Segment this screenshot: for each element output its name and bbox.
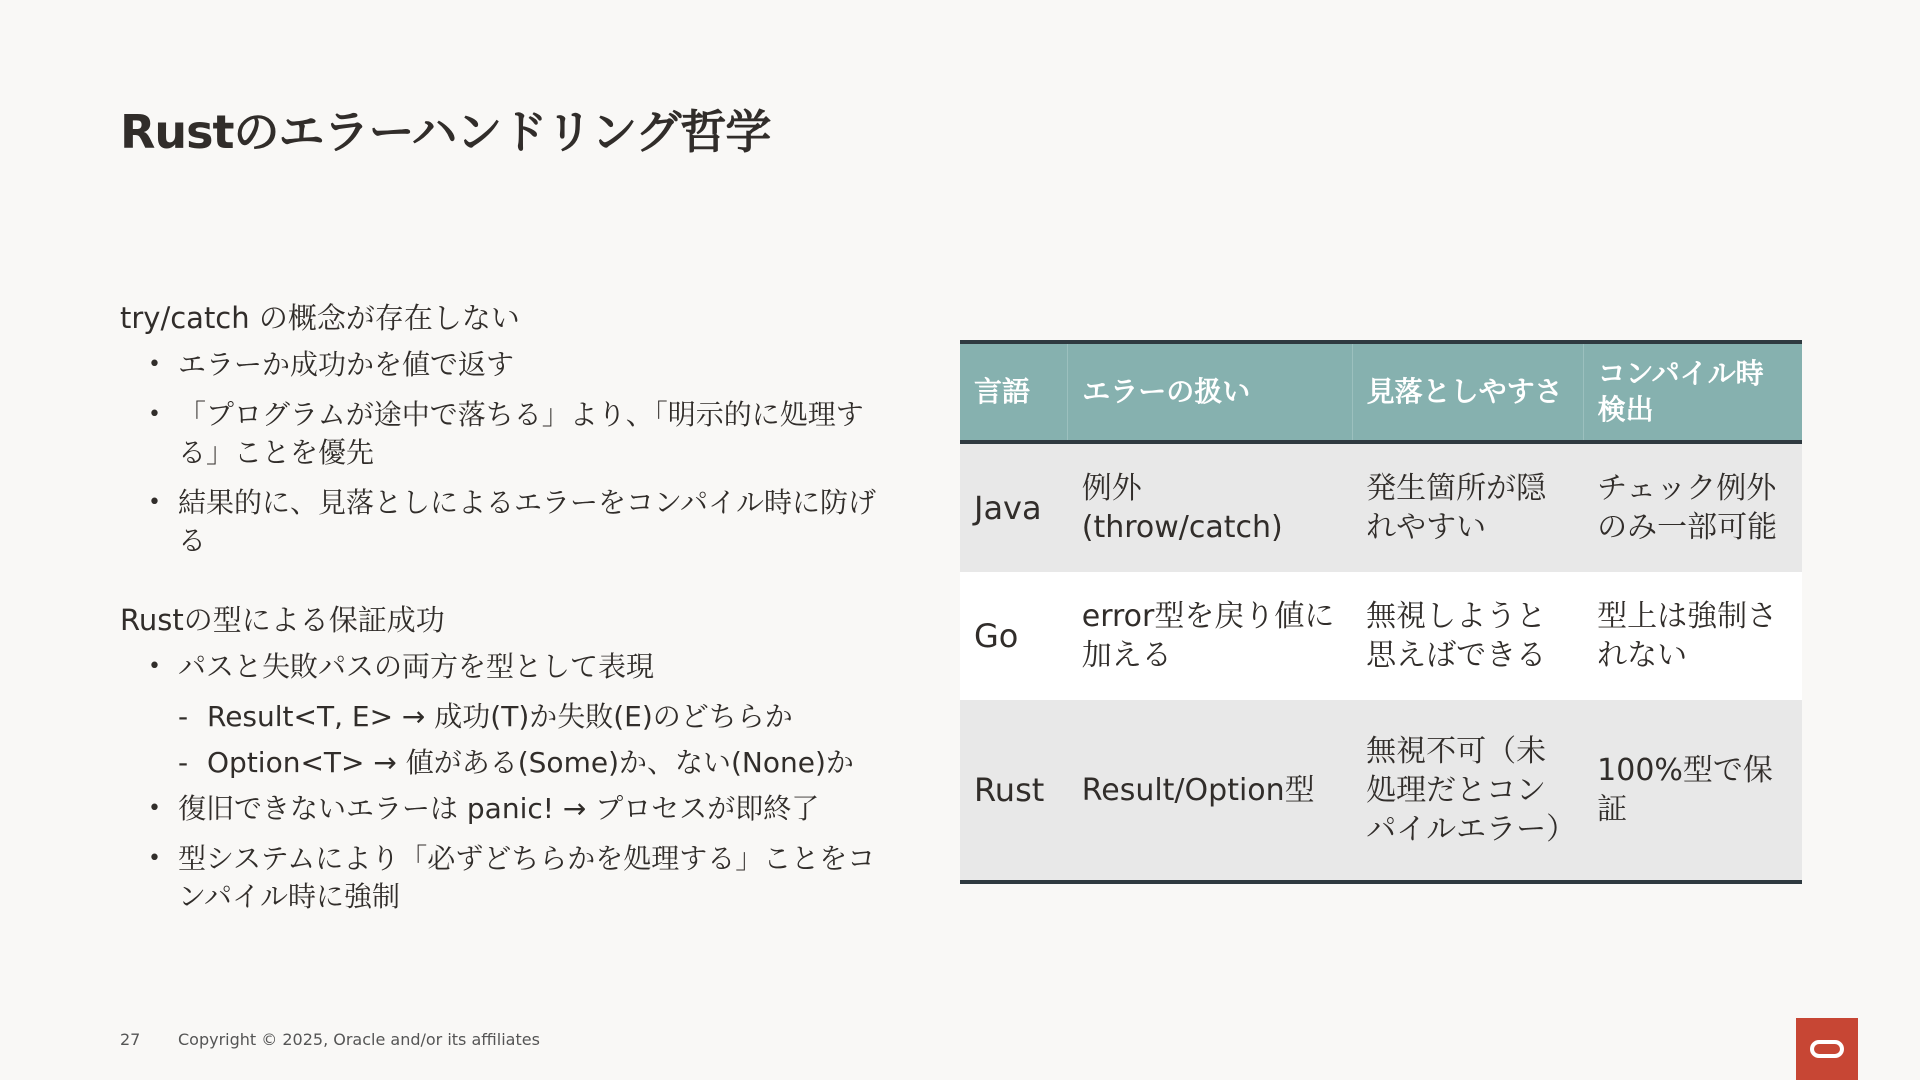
column-header-language: 言語 bbox=[960, 342, 1068, 442]
bullet-text: パスと失敗パスの両方を型として表現 bbox=[178, 650, 655, 683]
table-cell: Result/Option型 bbox=[1068, 700, 1352, 882]
table-cell: チェック例外のみ一部可能 bbox=[1583, 442, 1802, 572]
oracle-logo-icon bbox=[1796, 1018, 1858, 1080]
section-heading: try/catch の概念が存在しない bbox=[120, 301, 520, 335]
column-header-error-handling: エラーの扱い bbox=[1068, 342, 1352, 442]
bullet-text: エラーか成功かを値で返す bbox=[178, 348, 515, 381]
list-item bbox=[120, 648, 880, 686]
bullet-marker: • bbox=[148, 352, 161, 377]
table-cell: Rust bbox=[960, 700, 1068, 882]
page-number: 27 bbox=[120, 1030, 141, 1049]
bullet-marker: • bbox=[148, 796, 161, 821]
column-header-compile-detection: コンパイル時検出 bbox=[1583, 342, 1802, 442]
sub-list-item bbox=[120, 698, 880, 736]
bullet-marker: • bbox=[148, 490, 161, 515]
table-cell: 無視しようと思えばできる bbox=[1352, 572, 1583, 700]
slide-title: Rustのエラーハンドリング哲学 bbox=[120, 105, 771, 159]
sub-bullet-text: Result<T, E> → 成功(T)か失敗(E)のどちらか bbox=[207, 700, 793, 733]
table-row bbox=[960, 700, 1802, 882]
table-row bbox=[960, 442, 1802, 572]
bullet-list bbox=[120, 346, 880, 560]
list-item bbox=[120, 790, 880, 828]
table-cell: error型を戻り値に加える bbox=[1068, 572, 1352, 700]
list-item bbox=[120, 396, 880, 472]
bullet-marker: • bbox=[148, 402, 161, 427]
oracle-ring-shape bbox=[1810, 1040, 1844, 1058]
list-item bbox=[120, 840, 880, 916]
bullet-text: 復旧できないエラーは panic! → プロセスが即終了 bbox=[178, 792, 820, 825]
sub-bullet-marker: - bbox=[178, 700, 189, 733]
table-cell: Go bbox=[960, 572, 1068, 700]
comparison-table-container bbox=[960, 340, 1802, 884]
bullet-marker: • bbox=[148, 846, 161, 871]
table-cell: 型上は強制されない bbox=[1583, 572, 1802, 700]
list-item bbox=[120, 484, 880, 560]
table-cell: 例外(throw/catch) bbox=[1068, 442, 1352, 572]
table-cell: 100%型で保証 bbox=[1583, 700, 1802, 882]
content-left bbox=[120, 298, 880, 928]
sub-list-item bbox=[120, 744, 880, 782]
list-item bbox=[120, 346, 880, 384]
table-cell: Java bbox=[960, 442, 1068, 572]
copyright-text: Copyright © 2025, Oracle and/or its affiliates bbox=[178, 1030, 540, 1049]
bullet-text: 「プログラムが途中で落ちる」より、「明示的に処理する」ことを優先 bbox=[178, 398, 864, 469]
column-header-oversight: 見落としやすさ bbox=[1352, 342, 1583, 442]
sub-bullet-text: Option<T> → 値がある(Some)か、ない(None)か bbox=[207, 746, 854, 779]
section-no-try-catch bbox=[120, 298, 880, 560]
bullet-text: 結果的に、見落としによるエラーをコンパイル時に防げる bbox=[178, 486, 877, 557]
sub-bullet-marker: - bbox=[178, 746, 189, 779]
bullet-text: 型システムにより「必ずどちらかを処理する」ことをコンパイル時に強制 bbox=[178, 842, 876, 913]
bullet-marker: • bbox=[148, 654, 161, 679]
comparison-table bbox=[960, 340, 1802, 884]
section-type-guarantee bbox=[120, 600, 880, 916]
table-cell: 無視不可（未処理だとコンパイルエラー） bbox=[1352, 700, 1583, 882]
table-row bbox=[960, 572, 1802, 700]
bullet-list bbox=[120, 648, 880, 916]
table-cell: 発生箇所が隠れやすい bbox=[1352, 442, 1583, 572]
section-heading: Rustの型による保証成功 bbox=[120, 603, 445, 637]
table-header-row bbox=[960, 342, 1802, 442]
